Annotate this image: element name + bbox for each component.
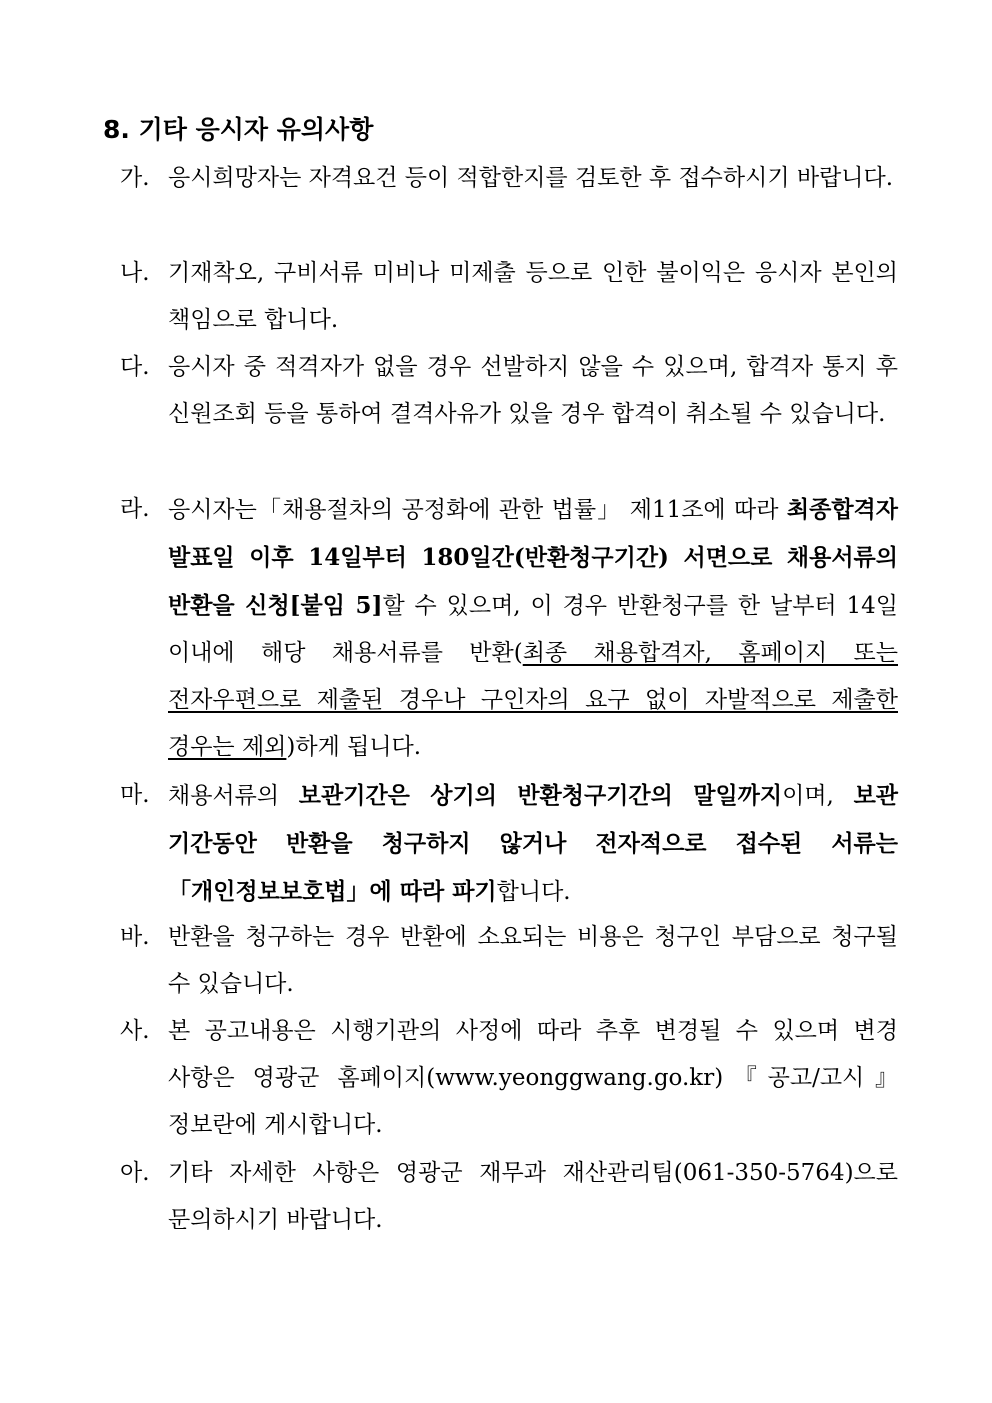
list-item-ba: [120, 914, 898, 1008]
list-item-a: [120, 1150, 898, 1244]
item-text: 응시희망자는 자격요건 등이 적합한지를 검토한 후 접수하시기 바랍니다.: [168, 165, 894, 191]
list-item-ma: [120, 772, 898, 916]
item-text: 기재착오, 구비서류 미비나 미제출 등으로 인한 불이익은 응시자 본인의 책임으로 합니다.: [168, 260, 898, 333]
item-text-underlined: 최종 채용합격자, 홈페이지 또는 전자우편으로 제출된 경우나 구인자의 요구 없이 자발적으로 제출한 경우는 제외: [168, 640, 898, 760]
item-text: [168, 486, 898, 771]
item-text-plain: 응시자는「채용절차의 공정화에 관한 법률」 제11조에 따라: [168, 497, 787, 523]
item-text-plain: 이며,: [782, 783, 854, 809]
item-text: 반환을 청구하는 경우 반환에 소요되는 비용은 청구인 부담으로 청구될 수 있습니다.: [168, 924, 898, 997]
list-item-da: [120, 344, 898, 438]
list-item-sa: [120, 1008, 898, 1149]
item-text-bold: 보관기간은 상기의 반환청구기간의 말일까지: [298, 782, 783, 809]
item-marker: 바.: [120, 924, 150, 950]
item-text-bold: 최종합격자 발표일 이후 14일부터 180일간(반환청구기간) 서면으로 채용서류의 반환을 신청[붙임 5]: [168, 496, 898, 619]
section-title: 8. 기타 응시자 유의사항: [103, 115, 374, 144]
item-text: 기타 자세한 사항은 영광군 재무과 재산관리팀(061-350-5764)으로 문의하시기 바랍니다.: [168, 1160, 898, 1233]
item-marker: 다.: [120, 354, 150, 380]
list-item-na: [120, 250, 898, 344]
item-marker: 라.: [120, 496, 150, 522]
list-item-ra: [120, 486, 898, 771]
item-text-bold: 보관 기간동안 반환을 청구하지 않거나 전자적으로 접수된 서류는「개인정보보호법」에 따라 파기: [168, 782, 899, 905]
item-marker: 마.: [120, 782, 150, 808]
item-text-plain: )하게 됩니다.: [286, 734, 422, 760]
item-marker: 나.: [120, 260, 150, 286]
list-item-ga: [120, 155, 898, 202]
item-text-plain: 채용서류의: [168, 783, 299, 809]
item-marker: 아.: [120, 1160, 150, 1186]
item-text: 응시자 중 적격자가 없을 경우 선발하지 않을 수 있으며, 합격자 통지 후 신원조회 등을 통하여 결격사유가 있을 경우 합격이 취소될 수 있습니다.: [168, 354, 898, 427]
item-marker: 사.: [120, 1018, 150, 1044]
item-marker: 가.: [120, 165, 150, 191]
item-text-plain: 할 수 있으며, 이 경우 반환청구를 한 날부터 14일 이내에 해당 채용서류를 반환(: [168, 593, 898, 666]
item-text: 본 공고내용은 시행기관의 사정에 따라 추후 변경될 수 있으며 변경 사항은 영광군 홈페이지(www.yeonggwang.go.kr)『공고/고시』 정보란에 게시합니다.: [168, 1018, 898, 1138]
item-text: [168, 772, 898, 916]
item-text-plain: 합니다.: [496, 879, 571, 905]
